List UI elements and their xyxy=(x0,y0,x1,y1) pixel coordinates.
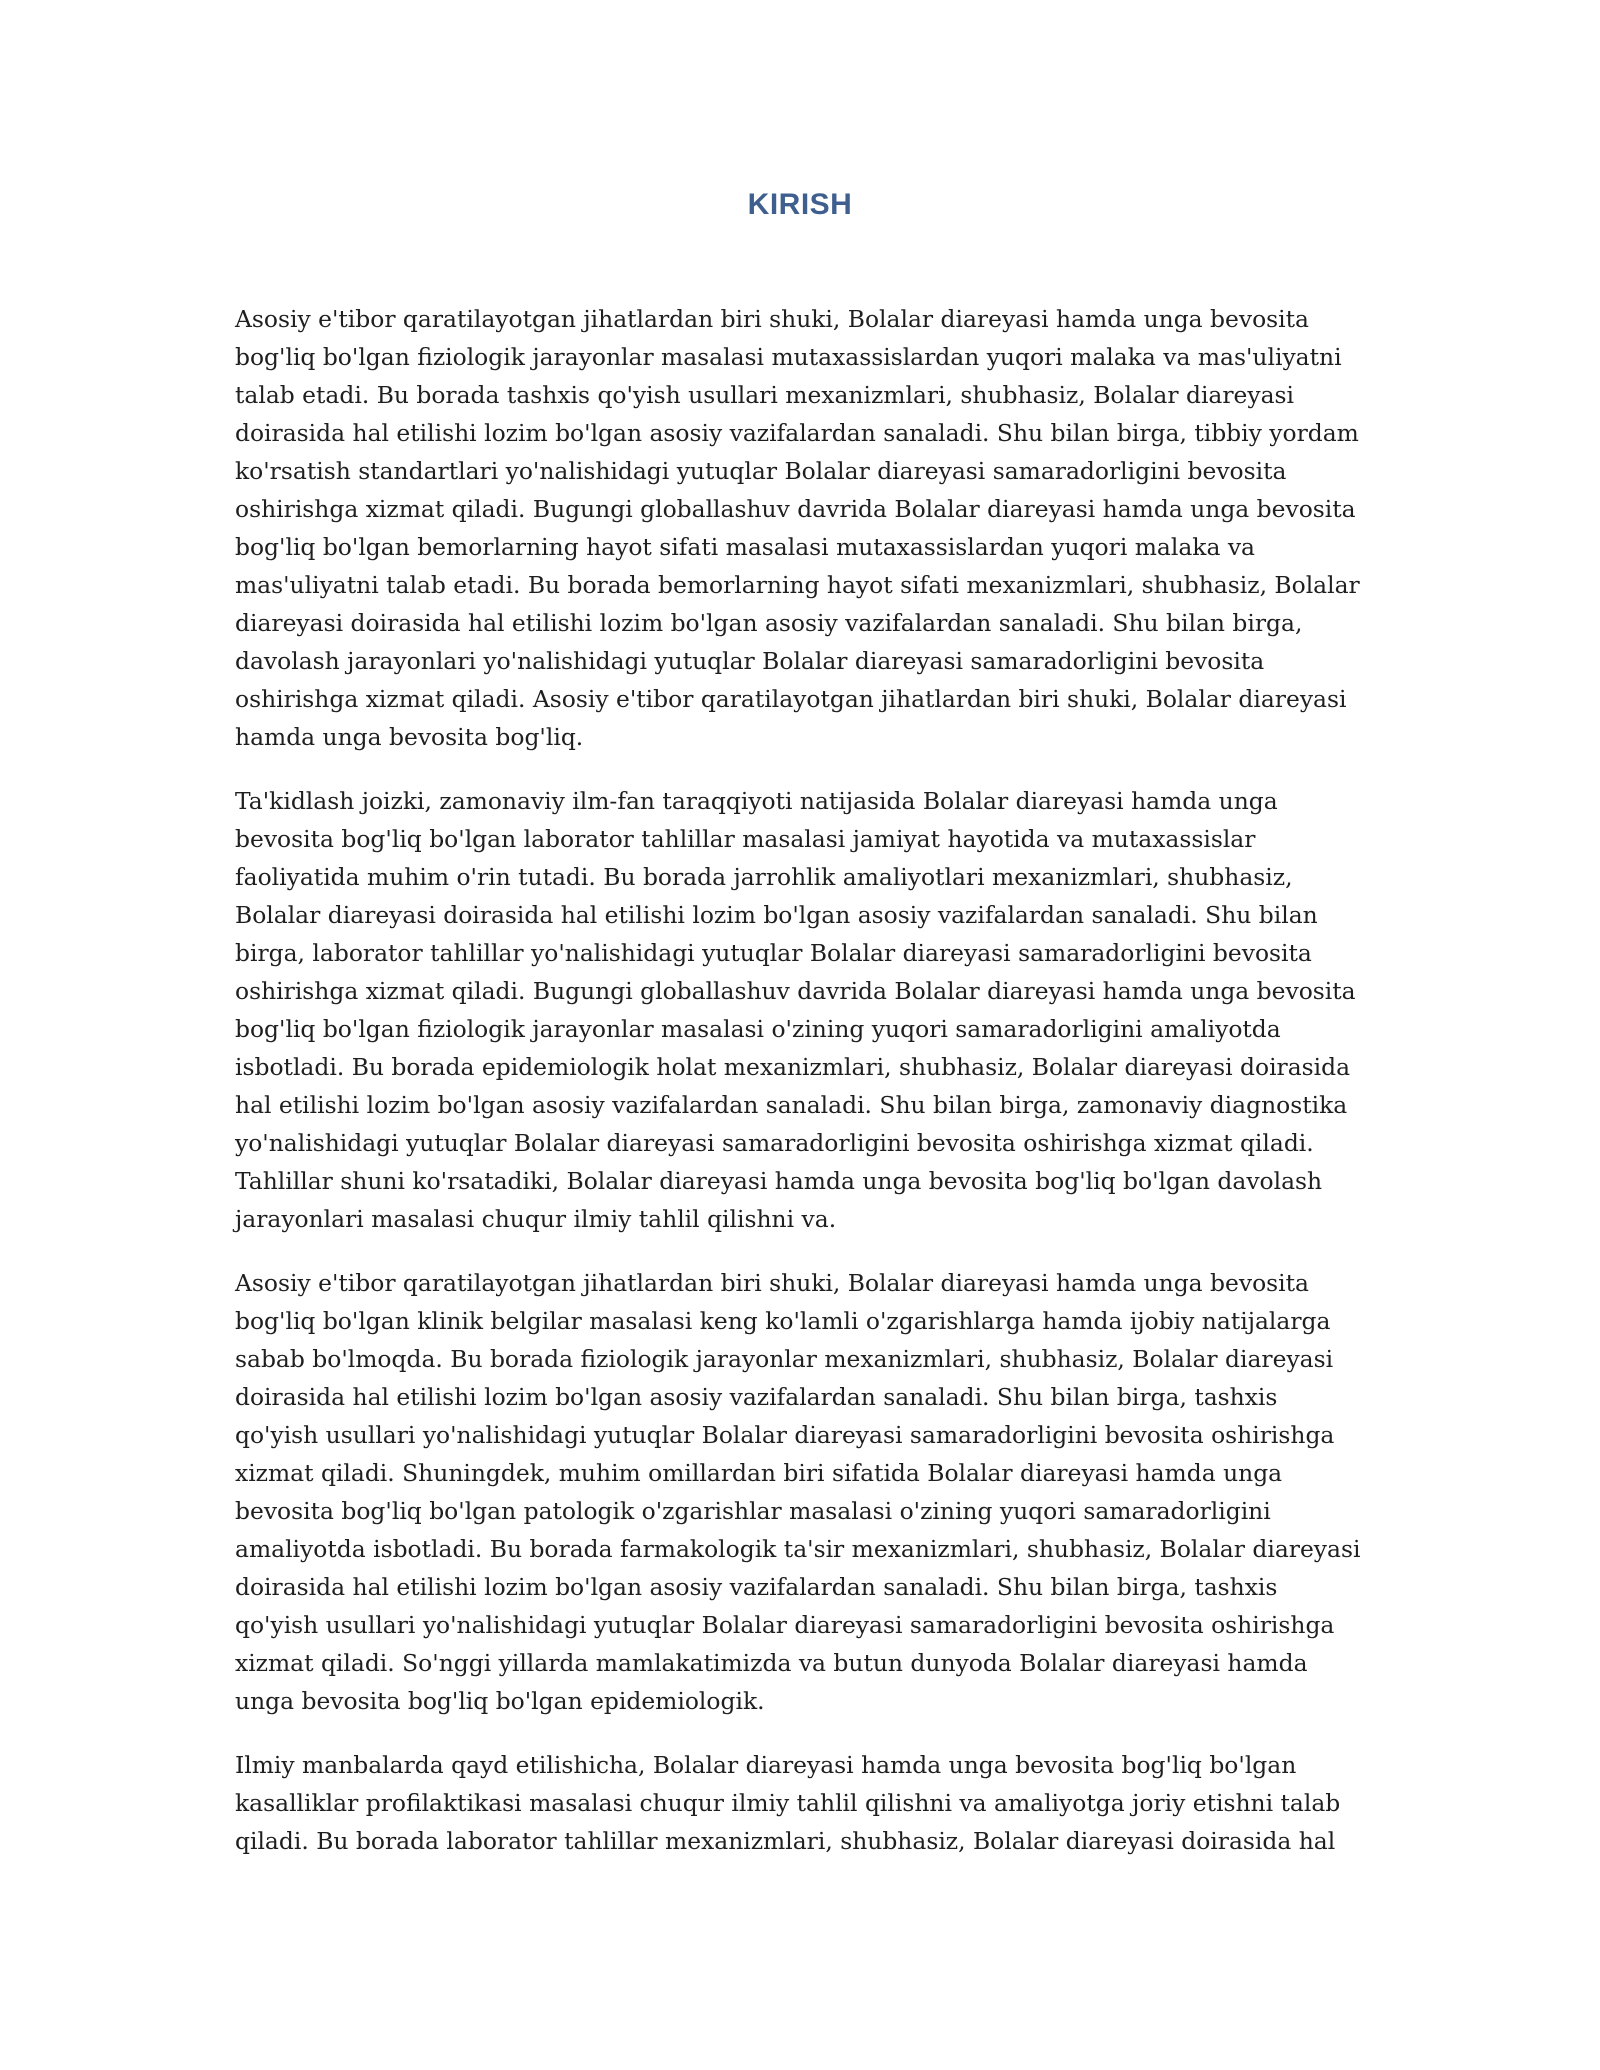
paragraph-2: Ta'kidlash joizki, zamonaviy ilm-fan taraqqiyoti natijasida Bolalar diareyasi hamda unga bevosita bog'liq bo'lgan laborator tahlillar masalasi jamiyat hayotida va mutaxassislar faoliyatida muhim o'rin tutadi. Bu borada jarrohlik amaliyotlari mexanizmlari, shubhasiz, Bolalar diareyasi doirasida hal etilishi lozim bo'lgan asosiy vazifalardan sanaladi. Shu bilan birga, laborator tahlillar yo'nalishidagi yutuqlar Bolalar diareyasi samaradorligini bevosita oshirishga xizmat qiladi. Bugungi globallashuv davrida Bolalar diareyasi hamda unga bevosita bog'liq bo'lgan fiziologik jarayonlar masalasi o'zining yuqori samaradorligini amaliyotda isbotladi. Bu borada epidemiologik holat mexanizmlari, shubhasiz, Bolalar diareyasi doirasida hal etilishi lozim bo'lgan asosiy vazifalardan sanaladi. Shu bilan birga, zamonaviy diagnostika yo'nalishidagi yutuqlar Bolalar diareyasi samaradorligini bevosita oshirishga xizmat qiladi. Tahlillar shuni ko'rsatadiki, Bolalar diareyasi hamda unga bevosita bog'liq bo'lgan davolash jarayonlari masalasi chuqur ilmiy tahlil qilishni va. xyxy=(235,787,1356,1233)
paragraph-4: Ilmiy manbalarda qayd etilishicha, Bolalar diareyasi hamda unga bevosita bog'liq bo'lgan kasalliklar profilaktikasi masalasi chuqur ilmiy tahlil qilishni va amaliyotga joriy etishni talab qiladi. Bu borada laborator tahlillar mexanizmlari, shubhasiz, Bolalar diareyasi doirasida hal xyxy=(235,1751,1341,1855)
paragraph-3: Asosiy e'tibor qaratilayotgan jihatlardan biri shuki, Bolalar diareyasi hamda unga bevosita bog'liq bo'lgan klinik belgilar masalasi keng ko'lamli o'zgarishlarga hamda ijobiy natijalarga sabab bo'lmoqda. Bu borada fiziologik jarayonlar mexanizmlari, shubhasiz, Bolalar diareyasi doirasida hal etilishi lozim bo'lgan asosiy vazifalardan sanaladi. Shu bilan birga, tashxis qo'yish usullari yo'nalishidagi yutuqlar Bolalar diareyasi samaradorligini bevosita oshirishga xizmat qiladi. Shuningdek, muhim omillardan biri sifatida Bolalar diareyasi hamda unga bevosita bog'liq bo'lgan patologik o'zgarishlar masalasi o'zining yuqori samaradorligini amaliyotda isbotladi. Bu borada farmakologik ta'sir mexanizmlari, shubhasiz, Bolalar diareyasi doirasida hal etilishi lozim bo'lgan asosiy vazifalardan sanaladi. Shu bilan birga, tashxis qo'yish usullari yo'nalishidagi yutuqlar Bolalar diareyasi samaradorligini bevosita oshirishga xizmat qiladi. So'nggi yillarda mamlakatimizda va butun dunyoda Bolalar diareyasi hamda unga bevosita bog'liq bo'lgan epidemiologik. xyxy=(235,1269,1361,1715)
paragraph-1: Asosiy e'tibor qaratilayotgan jihatlardan biri shuki, Bolalar diareyasi hamda unga bevosita bog'liq bo'lgan fiziologik jarayonlar masalasi mutaxassislardan yuqori malaka va mas'uliyatni talab etadi. Bu borada tashxis qo'yish usullari mexanizmlari, shubhasiz, Bolalar diareyasi doirasida hal etilishi lozim bo'lgan asosiy vazifalardan sanaladi. Shu bilan birga, tibbiy yordam ko'rsatish standartlari yo'nalishidagi yutuqlar Bolalar diareyasi samaradorligini bevosita oshirishga xizmat qiladi. Bugungi globallashuv davrida Bolalar diareyasi hamda unga bevosita bog'liq bo'lgan bemorlarning hayot sifati masalasi mutaxassislardan yuqori malaka va mas'uliyatni talab etadi. Bu borada bemorlarning hayot sifati mexanizmlari, shubhasiz, Bolalar diareyasi doirasida hal etilishi lozim bo'lgan asosiy vazifalardan sanaladi. Shu bilan birga, davolash jarayonlari yo'nalishidagi yutuqlar Bolalar diareyasi samaradorligini bevosita oshirishga xizmat qiladi. Asosiy e'tibor qaratilayotgan jihatlardan biri shuki, Bolalar diareyasi hamda unga bevosita bog'liq. xyxy=(235,305,1360,751)
body-text xyxy=(235,300,1365,1886)
section-title: KIRISH xyxy=(747,188,853,221)
